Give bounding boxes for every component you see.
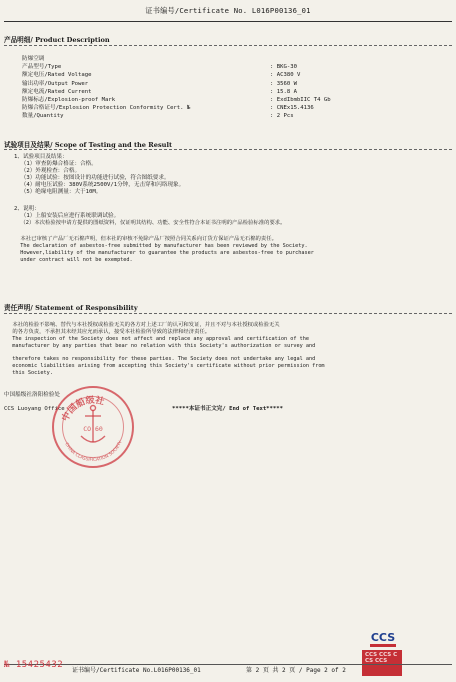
footer-page-indicator: 第 2 页 共 2 页 / Page 2 of 2	[246, 667, 346, 674]
responsibility-line: this Society.	[6, 370, 53, 376]
scope-line: 2、说明：	[14, 206, 40, 212]
product-section-divider	[4, 45, 452, 46]
spec-value: : 3560 W	[270, 80, 297, 87]
certificate-header: 证书编号/Certificate No. L016P00136_01	[145, 6, 311, 15]
responsibility-line: 本社的检验不影响、替代与本社授权或检验无关的各方对上述工厂的认可和发证，并且不对与本社授权或检验无关	[6, 322, 280, 328]
spec-row	[22, 104, 442, 112]
spec-label: 额定电流/Rated Current	[22, 88, 92, 95]
scope-line: 本社已审核了产品厂无石棉声明，但本社的审核不免除产品厂按照合同关系向订货方保证产品无石棉的责任。	[14, 236, 277, 242]
responsibility-line: 的各方负责，不承担其未经其应允而承认，接受本社检验所导致的法律和经济责任。	[6, 329, 211, 335]
scope-section-title: 试验项目及结果/ Scope of Testing and the Result	[4, 141, 173, 149]
scope-line: （2）本次检验按申请方提供的图纸资料，仅证明其结构、功能、安全性符合本证书注明的产品检验标准的要求。	[14, 220, 286, 226]
issuing-office-en: CCS Luoyang Office	[4, 406, 65, 412]
ccs-security-badge	[362, 650, 402, 676]
serial-number: № 15425432	[4, 660, 64, 670]
responsibility-line: therefore takes no responsibility for these parties. The Society does not undertake any legal and	[6, 356, 316, 362]
scope-line: under contract will not be exempted.	[14, 257, 133, 263]
spec-value: : BKG-30	[270, 64, 297, 71]
scope-line: （3）功能试验：按图设计的功能进行试验，符合图纸要求。	[14, 175, 170, 181]
scope-line: 1、试验项目及结果：	[14, 154, 68, 160]
responsibility-section-title: 责任声明/ Statement of Responsibility	[4, 304, 138, 312]
scope-section-divider	[4, 149, 452, 150]
scope-line: （1）上船安装后应进行系统联调试验。	[14, 213, 120, 219]
spec-label: 数量/Quantity	[22, 113, 64, 120]
ccs-logo-icon	[368, 626, 398, 650]
product-spec-table	[22, 55, 442, 121]
footer-certificate-number: 证书编号/Certificate No.L016P00136_01	[72, 667, 201, 674]
scope-line: （4）耐电压试验：380V系统2500V/1分钟，无击穿和闪络现象。	[14, 182, 185, 188]
scope-line: （5）绝缘电阻测量：大于10M。	[14, 189, 102, 195]
spec-label: 防爆空调	[22, 56, 45, 62]
spec-label: 产品型号/Type	[22, 64, 62, 71]
product-section-title: 产品明细/ Product Description	[4, 36, 110, 44]
spec-row	[22, 88, 442, 96]
spec-value: : ExdIbmbIIC T4 Gb	[270, 96, 331, 103]
seal-top-text: 中国船级社	[60, 395, 106, 424]
spec-value: : AC380 V	[270, 72, 301, 79]
spec-value: : 15.8 A	[270, 88, 297, 95]
spec-label: 防爆合格证号/Explosion Protection Conformity Cert. №	[22, 105, 191, 112]
spec-value: : 2 Pcs	[270, 113, 294, 120]
header-rule	[4, 21, 452, 22]
responsibility-line: The inspection of the Society does not affect and replace any approval and certification of the	[6, 336, 309, 342]
anchor-icon	[81, 406, 105, 443]
spec-row	[22, 55, 442, 63]
responsibility-line: economic liabilities arising from accepting this Society's certificate without prior permission from	[6, 363, 325, 369]
spec-row	[22, 71, 442, 79]
spec-row	[22, 96, 442, 104]
seal-bottom-text: CHINA CLASSIFICATION SOCIETY	[63, 440, 124, 464]
ccs-badge-text: CCS CCS CCS CCS	[365, 652, 398, 665]
scope-line: （2）外观检查：合格。	[14, 168, 81, 174]
spec-label: 输出功率/Output Power	[22, 80, 89, 87]
seal-center-text: CO 60	[83, 425, 103, 433]
spec-label: 额定电压/Rated Voltage	[22, 72, 92, 79]
scope-line: The declaration of asbestos-free submitted by manufacturer has been reviewed by the Society.	[14, 243, 308, 249]
spec-row	[22, 80, 442, 88]
spec-row	[22, 63, 442, 71]
end-of-text: *****本证书正文完/ End of Text*****	[172, 406, 284, 412]
responsibility-section-divider	[4, 313, 452, 314]
spec-value: : CNEx15.4136	[270, 105, 314, 112]
issuing-office-cn: 中国船级社洛阳检验处	[4, 392, 60, 398]
spec-label: 防爆标志/Explosion-proof Mark	[22, 96, 116, 103]
scope-line: However,liability of the manufacturer to guarantee the products are asbestos-free to purchaser	[14, 250, 314, 256]
ccs-logo-text: CCS	[370, 631, 396, 644]
seal-graphic	[52, 386, 134, 468]
scope-line: （1）审查防爆合格证：合格。	[14, 161, 97, 167]
spec-row	[22, 112, 442, 120]
official-seal-stamp	[52, 386, 134, 468]
responsibility-line: manufacturer by any parties that bear no relation with this Society's authorization or survey and	[6, 343, 316, 349]
